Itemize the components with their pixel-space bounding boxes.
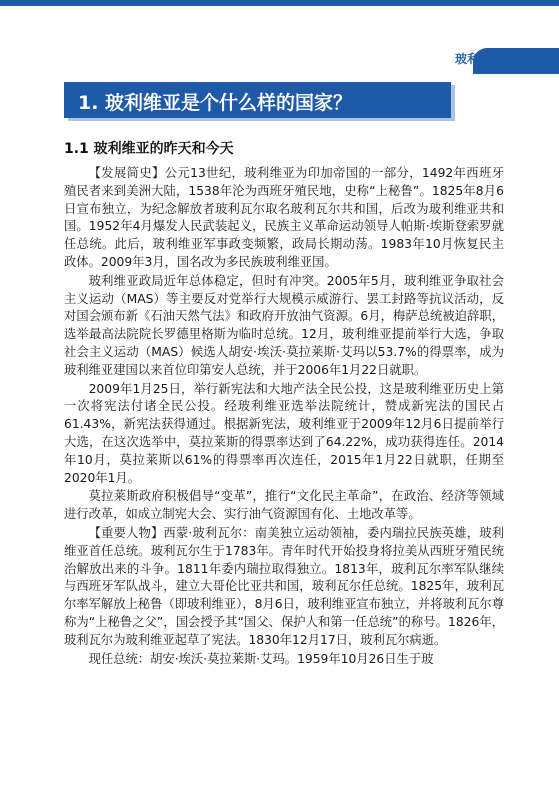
paragraph-important-figures: 【重要人物】西蒙·玻利瓦尔：南美独立运动领袖，委内瑞拉民族英雄，玻利维亚首任总统。玻利瓦尔生于1783年。青年时代开始投身将拉美从西班牙殖民统治解放出来的斗争。1811年委内瑞拉取得独立。1813年，玻利瓦尔率军队继续与西班牙军队战斗，建立大哥伦比亚共和国，玻利瓦尔任总统。1825年，玻利瓦尔率军解放上秘鲁（即玻利维亚），8月6日，玻利维亚宣布独立，并将玻利瓦尔尊称为“上秘鲁之父”，国会授予其“国父、保护人和第一任总统”的称号。1826年，玻利瓦尔为玻利维亚起草了宪法。1830年12月17日，玻利瓦尔病逝。 [64,525,504,647]
section-banner [64,82,451,118]
section-title: 1. 玻利维亚是个什么样的国家？ [78,92,353,114]
paragraph-politics: 玻利维亚政局近年总体稳定，但时有冲突。2005年5月，玻利维亚争取社会主义运动（MAS）等主要反对党举行大规模示威游行、罢工封路等抗议活动，反对国会颁布新《石油天然气法》和政府开放油气资源。6月，梅萨总统被迫辞职，选举最高法院院长罗德里格斯为临时总统。12月，玻利维亚提前举行大选，争取社会主义运动（MAS）候选人胡安·埃沃·莫拉莱斯·艾玛以53.7%的得票率，成为玻利维亚建国以来首位印第安人总统，并于2006年1月22日就职。 [64,273,504,377]
paragraph-constitution: 2009年1月25日，举行新宪法和大地产法全民公投，这是玻利维亚历史上第一次将宪法付诸全民公投。经玻利维亚选举法院统计，赞成新宪法的国民占61.43%，新宪法获得通过。根据新宪法，玻利维亚于2009年12月6日提前举行大选，在这次选举中，莫拉莱斯的得票率达到了64.22%，成功获得连任。2014年10月，莫拉莱斯以61%的得票率再次连任，2015年1月22日就职，任期至2020年1月。 [64,381,504,485]
body-text [64,165,504,669]
paragraph-history: 【发展简史】公元13世纪，玻利维亚为印加帝国的一部分，1492年西班牙殖民者来到美洲大陆，1538年沦为西班牙殖民地，史称“上秘鲁”。1825年8月6日宣布独立，为纪念解放者玻利瓦尔取名玻利瓦尔共和国，后改为玻利维亚共和国。1952年4月爆发人民武装起义，民族主义革命运动领导人帕斯·埃斯登索罗就任总统。此后，玻利维亚军事政变频繁，政局长期动荡。1983年10月恢复民主政体。2009年3月，国名改为多民族玻利维亚国。 [64,166,504,269]
paragraph-reform: 莫拉莱斯政府积极倡导“变革”，推行“文化民主革命”，在政治、经济等领域进行改革，如成立制宪大会、实行油气资源国有化、土地改革等。 [64,489,504,522]
header-stripe [0,0,559,6]
page-number: 2 2 [505,56,549,77]
subsection-title: 1.1 玻利维亚的昨天和今天 [64,141,234,157]
running-head: 玻利维亚 [454,52,503,66]
paragraph-current-president: 现任总统：胡安·埃沃·莫拉莱斯·艾玛。1959年10月26日生于玻 [88,651,434,666]
